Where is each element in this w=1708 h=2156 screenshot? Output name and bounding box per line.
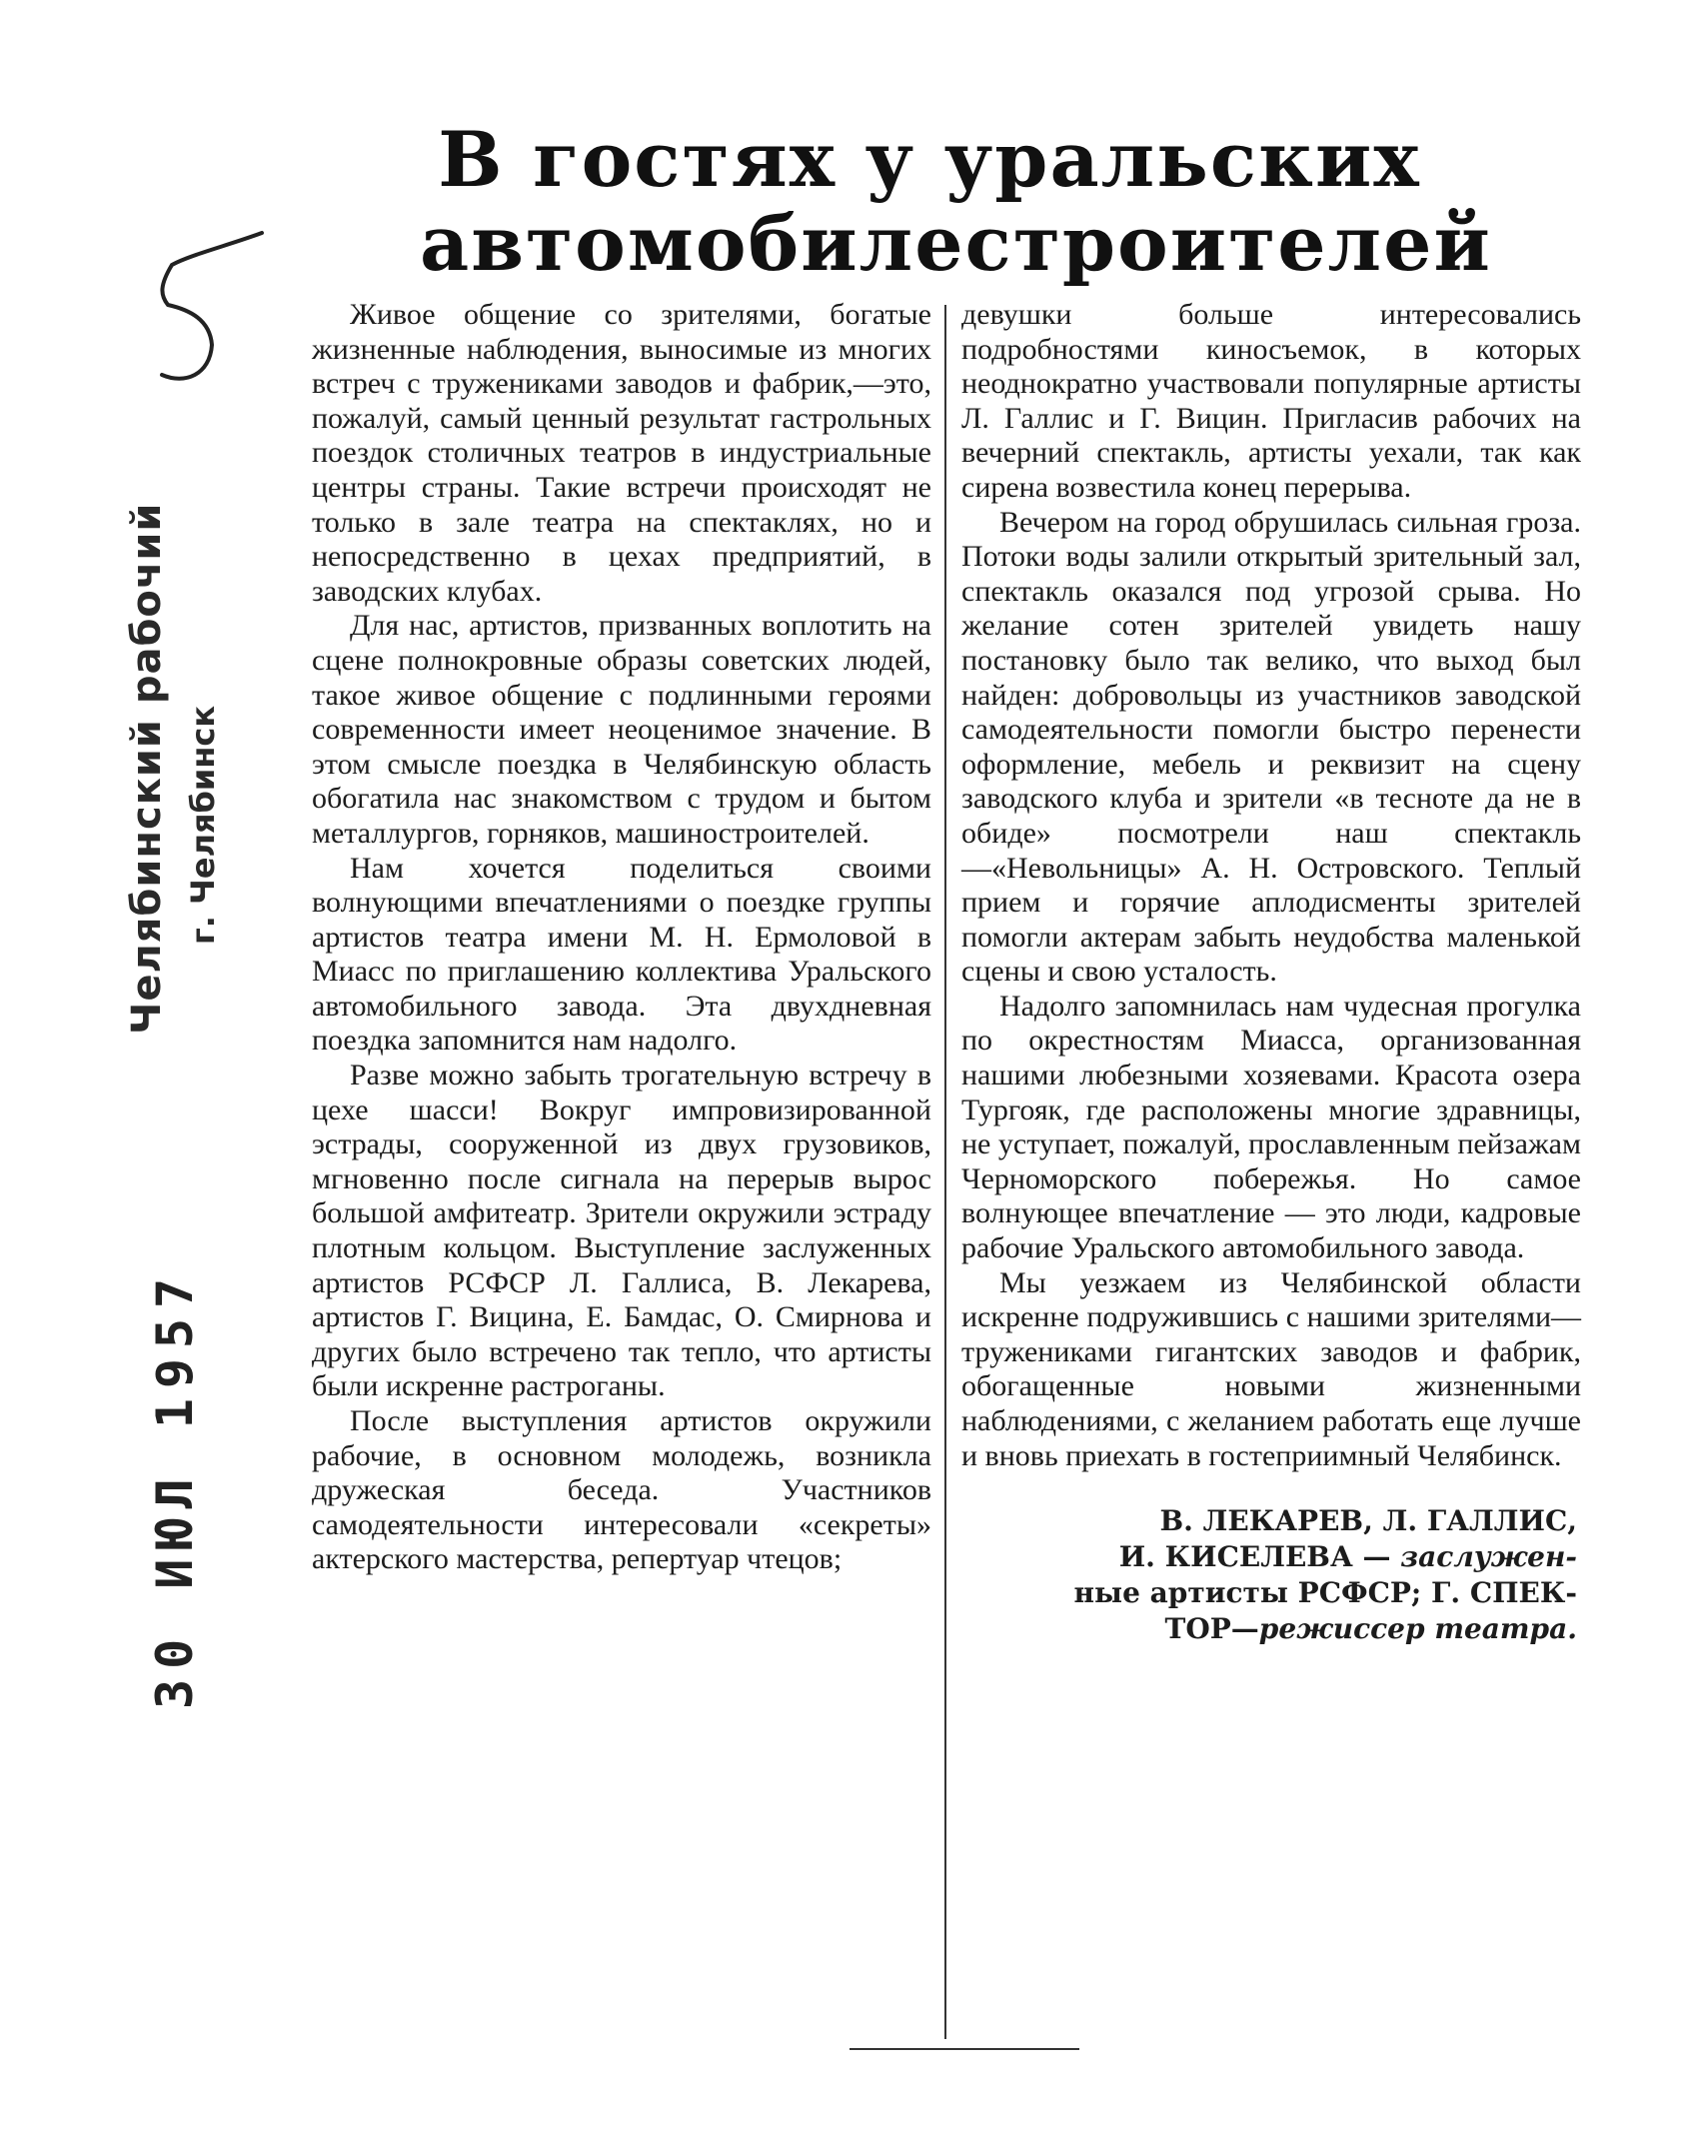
paragraph: Для нас, артистов, призванных воплотить на сцене полнокровные образы советских людей, такое живое общение с подлинными героями современности имеет неоценимое значение. В этом смысле поездка в Челябинскую область обогатила нас знакомством с трудом и бытом металлургов, горняков, машиностроителей.	[312, 609, 931, 850]
paragraph: Разве можно забыть трогательную встречу в цехе шасси! Вокруг импровизированной эстрады, сооруженной из двух грузовиков, мгновенно после сигнала на перерыв вырос большой амфитеатр. Зрители окружили эстраду плотным кольцом. Выступление заслуженных артистов РСФСР Л. Галлиса, В. Лекарева, артистов Г. Вицина, Е. Бамдас, О. Смирнова и других было встречено так тепло, что артисты были искренне растроганы.	[312, 1059, 931, 1403]
right-column	[961, 298, 1581, 1647]
signature-line-3: ные артисты РСФСР; Г. СПЕК-	[1073, 1576, 1577, 1610]
paragraph: Нам хочется поделиться своими волнующими впечатлениями о поездке группы артистов театра имени М. Н. Ермоловой в Миасс по приглашению коллектива Уральского автомобильного завода. Эта двухдневная поездка запомнится нам надолго.	[312, 851, 931, 1058]
left-column	[312, 298, 931, 1577]
date-stamp: 30 ИЮЛ 1957	[146, 1267, 204, 1709]
paragraph: Живое общение со зрителями, богатые жизненные наблюдения, выносимые из многих встреч с тружениками заводов и фабрик,—это, пожалуй, самый ценный результат гастрольных поездок столичных театров в индустриальные центры страны. Такие встречи происходят не только в зале театра на спектаклях, но и непосредственно в цехах предприятий, в заводских клубах.	[312, 298, 931, 608]
city-stamp: г. Челябинск	[184, 705, 222, 945]
end-rule	[850, 2048, 1079, 2050]
paragraph: Вечером на город обрушилась сильная гроза. Потоки воды залили открытый зрительный зал, спектакль оказался под угрозой срыва. Но желание сотен зрителей увидеть нашу постановку было так велико, что выход был найден: добровольцы из участников заводской самодеятельности помогли быстро перенести оформление, мебель и реквизит на сцену заводского клуба и зрители «в тесноте да не в обиде» посмотрели наш спектакль—«Невольницы» А. Н. Островского. Теплый прием и горячие аплодисменты зрителей помогли актерам забыть неудобства маленькой сцены и свою усталость.	[961, 505, 1581, 989]
column-divider	[944, 305, 946, 2039]
paragraph: Мы уезжаем из Челябинской области искренне подружившись с нашими зрителями—тружениками гигантских заводов и фабрик, обогащенные новыми жизненными наблюдениями, с желанием работать еще лучше и вновь приехать в гостеприимный Челябинск.	[961, 1265, 1581, 1472]
signature-line-4	[961, 1611, 1577, 1647]
signature-name: ТОР—	[1164, 1612, 1259, 1646]
pen-mark-icon	[150, 225, 270, 395]
paragraph: девушки больше интересовались подробностями киносъемок, в которых неоднократно участвовали популярные артисты Л. Галлис и Г. Вицин. Пригласив рабочих на вечерний спектакль, артисты уехали, так как сирена возвестила конец перерыва.	[961, 298, 1581, 504]
author-signature	[961, 1503, 1581, 1647]
paragraph: После выступления артистов окружили рабочие, в основном молодежь, возникла дружеская беседа. Участников самодеятельности интересовали «секреты» актерского мастерства, репертуар чтецов;	[312, 1404, 931, 1576]
signature-line-1: В. ЛЕКАРЕВ, Л. ГАЛЛИС,	[1159, 1504, 1577, 1538]
signature-names: И. КИСЕЛЕВА —	[1118, 1540, 1401, 1574]
signature-line-2	[961, 1539, 1577, 1575]
signature-role: режиссер театра.	[1258, 1612, 1577, 1646]
headline-line-2: автомобилестроителей	[420, 199, 1492, 288]
article-headline	[420, 115, 1492, 288]
paragraph: Надолго запомнилась нам чудесная прогулка по окрестностям Миасса, организованная нашими любезными хозяевами. Красота озера Тургояк, где расположены многие здравницы, не уступает, пожалуй, прославленным пейзажам Черноморского побережья. Но самое волнующее впечатление — это люди, кадровые рабочие Уральского автомобильного завода.	[961, 989, 1581, 1265]
newspaper-name-stamp: Челябинский рабочий	[124, 502, 170, 1035]
signature-role: заслужен-	[1400, 1540, 1577, 1574]
headline-line-1: В гостях у уральских	[438, 115, 1421, 204]
